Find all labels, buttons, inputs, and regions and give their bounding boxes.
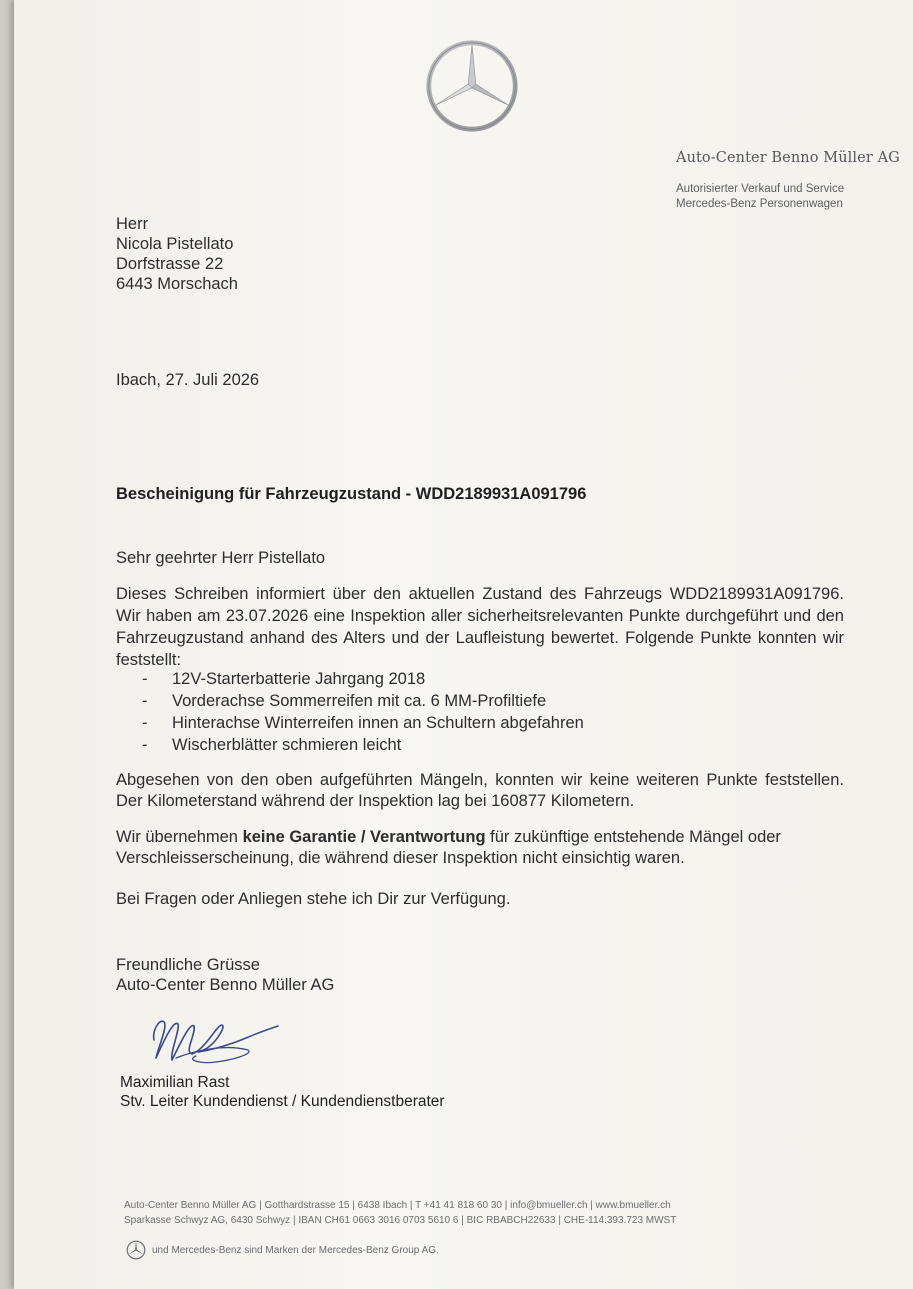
footer-address-line: Auto-Center Benno Müller AG | Gotthardstrasse 15 | 6438 Ibach | T +41 41 818 60 30 | info@bmueller.ch | www.bmueller.ch [124,1200,671,1211]
handwritten-signature [136,1000,296,1082]
list-item: - 12V-Starterbatterie Jahrgang 2018 [142,668,584,690]
recipient-name: Nicola Pistellato [116,235,234,253]
list-item: - Hinterachse Winterreifen innen an Schultern abgefahren [142,712,584,734]
recipient-city: 6443 Morschach [116,275,238,293]
letter-subject: Bescheinigung für Fahrzeugzustand - WDD2189931A091796 [116,485,587,503]
warranty-text-end: für zukünftige entstehende Mängel oder Verschleisserscheinung, die während dieser Inspektion nicht einsichtig waren. [116,828,781,867]
letter-date: Ibach, 27. Juli 2026 [116,371,260,389]
warranty-paragraph [116,827,856,869]
letter-page [14,0,913,1289]
list-item: - Wischerblätter schmieren leicht [142,734,584,756]
warranty-bold-text: keine Garantie / Verantwortung [242,828,486,846]
closing-company: Auto-Center Benno Müller AG [116,976,335,994]
letterhead-subtitle-line1: Autorisierter Verkauf und Service [676,183,845,195]
signer-title: Stv. Leiter Kundendienst / Kundendienstberater [120,1093,445,1110]
trademark-text: und Mercedes-Benz sind Marken der Mercedes-Benz Group AG. [152,1244,439,1256]
letter-greeting: Sehr geehrter Herr Pistellato [116,549,326,567]
closing-regards: Freundliche Grüsse [116,956,260,974]
footer-bank-line: Sparkasse Schwyz AG, 6430 Schwyz | IBAN CH61 0663 3016 0703 5610 6 | BIC RBABCH22633 | CHE-114.393.723 MWST [124,1215,677,1226]
letter-footer [124,1198,676,1228]
list-item: - Vorderachse Sommerreifen mit ca. 6 MM-Profiltiefe [142,690,584,712]
signer-name: Maximilian Rast [120,1074,230,1091]
questions-paragraph: Bei Fragen oder Anliegen stehe ich Dir zur Verfügung. [116,890,511,908]
closing-block [116,955,334,995]
signer-block [120,1073,445,1111]
mercedes-star-icon [126,1240,146,1260]
letterhead-subtitle [676,182,844,211]
letterhead-company-name: Auto-Center Benno Müller AG [676,150,900,166]
warranty-text-start: Wir übernehmen [116,828,243,846]
findings-list [142,668,584,756]
recipient-salutation: Herr [116,215,149,233]
trademark-notice [126,1240,439,1260]
recipient-street: Dorfstrasse 22 [116,255,224,273]
mileage-paragraph: Abgesehen von den oben aufgeführten Mängeln, konnten wir keine weiteren Punkte feststellen. Der Kilometerstand während der Inspektion lag bei 160877 Kilometern. [116,771,844,810]
intro-paragraph: Dieses Schreiben informiert über den aktuellen Zustand des Fahrzeugs WDD2189931A091796. Wir haben am 23.07.2026 eine Inspektion aller sicherheitsrelevanten Punkte durchgeführt und den Fahrzeugzustand anhand des Alters und der Laufleistung bewertet. Folgende Punkte konnten wir feststellt: [116,585,844,669]
recipient-address [116,214,238,294]
mercedes-star-icon [424,38,520,134]
letterhead-subtitle-line2: Mercedes-Benz Personenwagen [676,197,843,210]
